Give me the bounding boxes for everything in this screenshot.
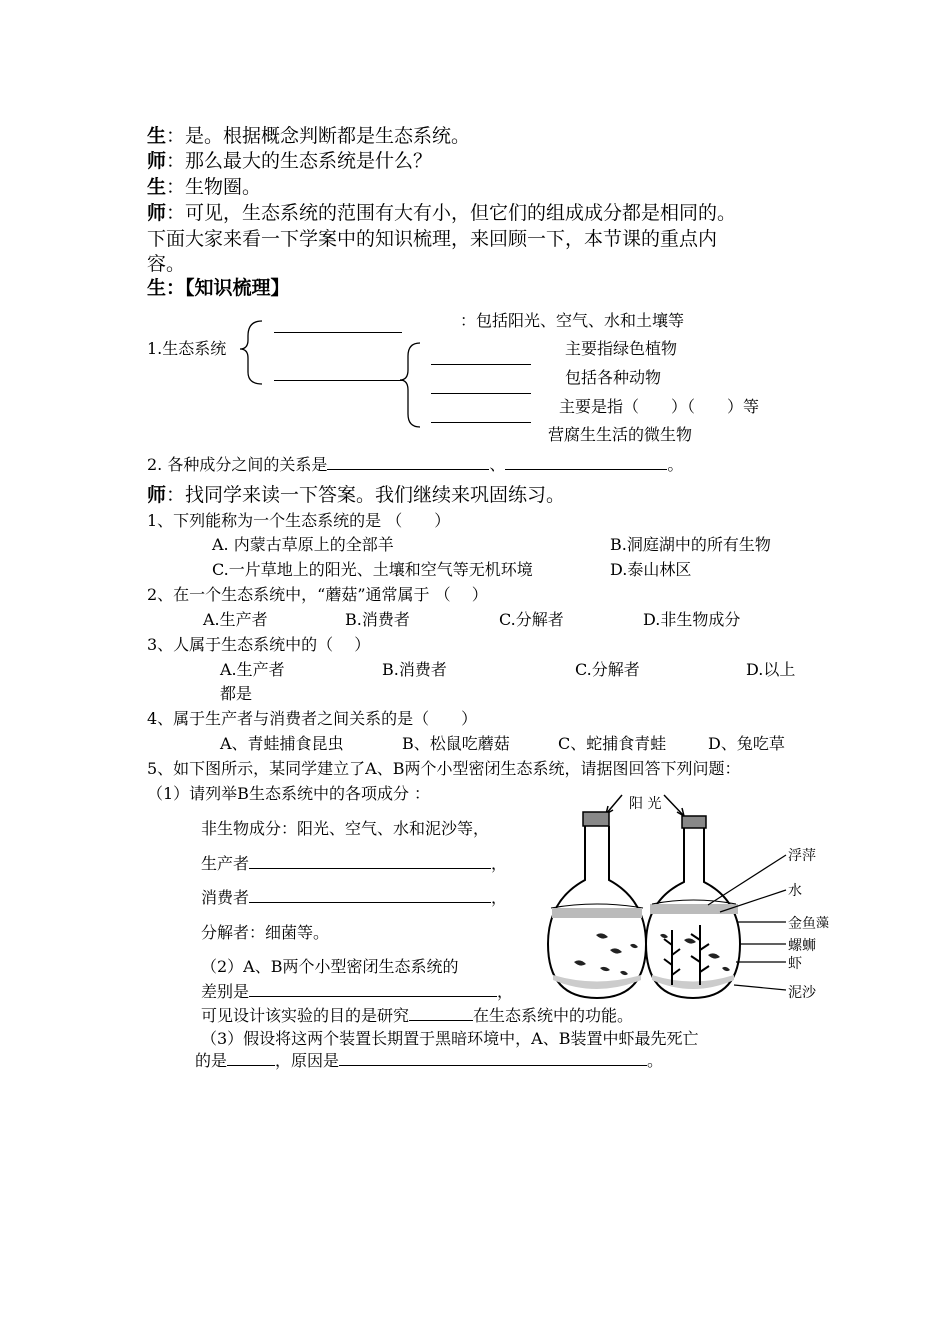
q3-option-d: D.以上 [746, 660, 796, 679]
q2-option-a: A.生产者 [203, 610, 268, 629]
q5-stem: 5、如下图所示，某同学建立了A、B两个小型密闭生态系统，请据图回答下列问题： [147, 759, 741, 778]
algae-label: 藻 [816, 916, 830, 931]
dialogue-line-6: 容。 [147, 253, 186, 275]
q4-stem: 4、属于生产者与消费者之间关系的是（ ） [147, 709, 478, 728]
dark-label: 的是 [195, 1051, 228, 1070]
comma: ， [491, 854, 508, 873]
q4-option-d: D、兔吃草 [708, 734, 785, 753]
q4-option-a: A、青蛙捕食昆虫 [220, 734, 344, 753]
q2-option-b: B.消费者 [345, 610, 410, 629]
reason-end: 。 [647, 1051, 664, 1070]
outline-label: 1.生态系统 [147, 339, 227, 358]
q2-stem: 2、在一个生态系统中，“蘑菇”通常属于 （ ） [147, 585, 488, 604]
dialogue-text: ：找同学来读一下答案。我们继续来巩固练习。 [166, 484, 566, 506]
q5-part2-line1: （2）A、B两个小型密闭生态系统的 [201, 957, 459, 976]
outline-r3: 包括各种动物 [565, 368, 662, 387]
q3-option-b: B.消费者 [382, 660, 447, 679]
q5-decomposer: 分解者：细菌等。 [201, 923, 330, 942]
speaker-label: 师 [147, 202, 167, 224]
snail-label: 螺蛳 [788, 938, 816, 954]
q4-option-b: B、松鼠吃蘑菇 [402, 734, 510, 753]
q5-abiotic: 非生物成分：阳光、空气、水和泥沙等， [201, 819, 490, 838]
q3-option-a: A.生产者 [220, 660, 285, 679]
comma: ， [497, 982, 514, 1001]
q3-option-d-cont: 都是 [220, 684, 253, 703]
comma: ， [491, 888, 508, 907]
outline-r2: 主要指绿色植物 [565, 339, 678, 358]
outline-r4: 主要是指（ ）（ ）等 [559, 397, 760, 416]
q1-stem: 1、下列能称为一个生态系统的是 （ ） [147, 511, 451, 530]
speaker-label: 生 [147, 125, 167, 147]
q2-option-d: D.非生物成分 [643, 610, 741, 629]
speaker-label: 师 [147, 484, 167, 506]
flask-a [548, 812, 646, 998]
dialogue-text: ：生物圈。 [166, 176, 262, 198]
consumer-label: 消费者 [201, 888, 250, 907]
speaker-label: 生 [147, 277, 167, 299]
outline-r1: ：包括阳光、空气、水和土壤等 [460, 311, 685, 330]
q1-option-c: C.一片草地上的阳光、土壤和空气等无机环境 [212, 560, 533, 579]
q3-stem: 3、人属于生态系统中的（ ） [147, 635, 371, 654]
purpose-end: 在生态系统中的功能。 [473, 1006, 634, 1025]
purpose-label: 可见设计该实验的目的是研究 [201, 1006, 410, 1025]
relation-end: 。 [667, 455, 684, 474]
sunlight-arrow-left [606, 795, 622, 814]
q1-option-b: B.洞庭湖中的所有生物 [610, 535, 771, 554]
flask-b [646, 816, 740, 998]
sunlight-label: 阳 光 [629, 796, 662, 812]
dialogue-text: ：可见，生态系统的范围有大有小，但它们的组成成分都是相同的。 [166, 202, 737, 224]
outline-r5: 营腐生生活的微生物 [548, 425, 693, 444]
goldfish-label: 金鱼 [788, 916, 816, 932]
dialogue-text: ：那么最大的生态系统是什么？ [166, 150, 433, 172]
algae-plant [664, 930, 680, 985]
speaker-label: 生 [147, 176, 167, 198]
section-heading: ：【知识梳理】 [166, 277, 290, 299]
reason-label: ，原因是 [275, 1051, 340, 1070]
relation-prefix: 2. 各种成分之间的关系是 [147, 455, 328, 474]
speaker-label: 师 [147, 150, 167, 172]
q5-part3-line1: （3）假设将这两个装置长期置于黑暗环境中，A、B装置中虾最先死亡 [201, 1029, 699, 1048]
q3-option-c: C.分解者 [575, 660, 640, 679]
dialogue-text: ：是。根据概念判断都是生态系统。 [166, 125, 471, 147]
q4-option-c: C、蛇捕食青蛙 [558, 734, 667, 753]
sunlight-arrow-right [664, 795, 684, 816]
diff-label: 差别是 [201, 982, 250, 1001]
relation-sep: 、 [489, 455, 506, 474]
dialogue-line-5: 下面大家来看一下学案中的知识梳理，来回顾一下，本节课的重点内 [147, 228, 718, 250]
duckweed-label: 浮萍 [788, 848, 816, 864]
q1-option-d: D.泰山林区 [610, 560, 692, 579]
q1-option-a: A. 内蒙古草原上的全部羊 [212, 535, 394, 554]
q5-part1: （1）请列举B生态系统中的各项成分 ： [147, 784, 431, 803]
mud-label: 泥沙 [788, 985, 816, 1001]
producer-label: 生产者 [201, 854, 250, 873]
water-label: 水 [788, 883, 802, 899]
shrimp-label: 虾 [788, 956, 802, 972]
q2-option-c: C.分解者 [499, 610, 564, 629]
